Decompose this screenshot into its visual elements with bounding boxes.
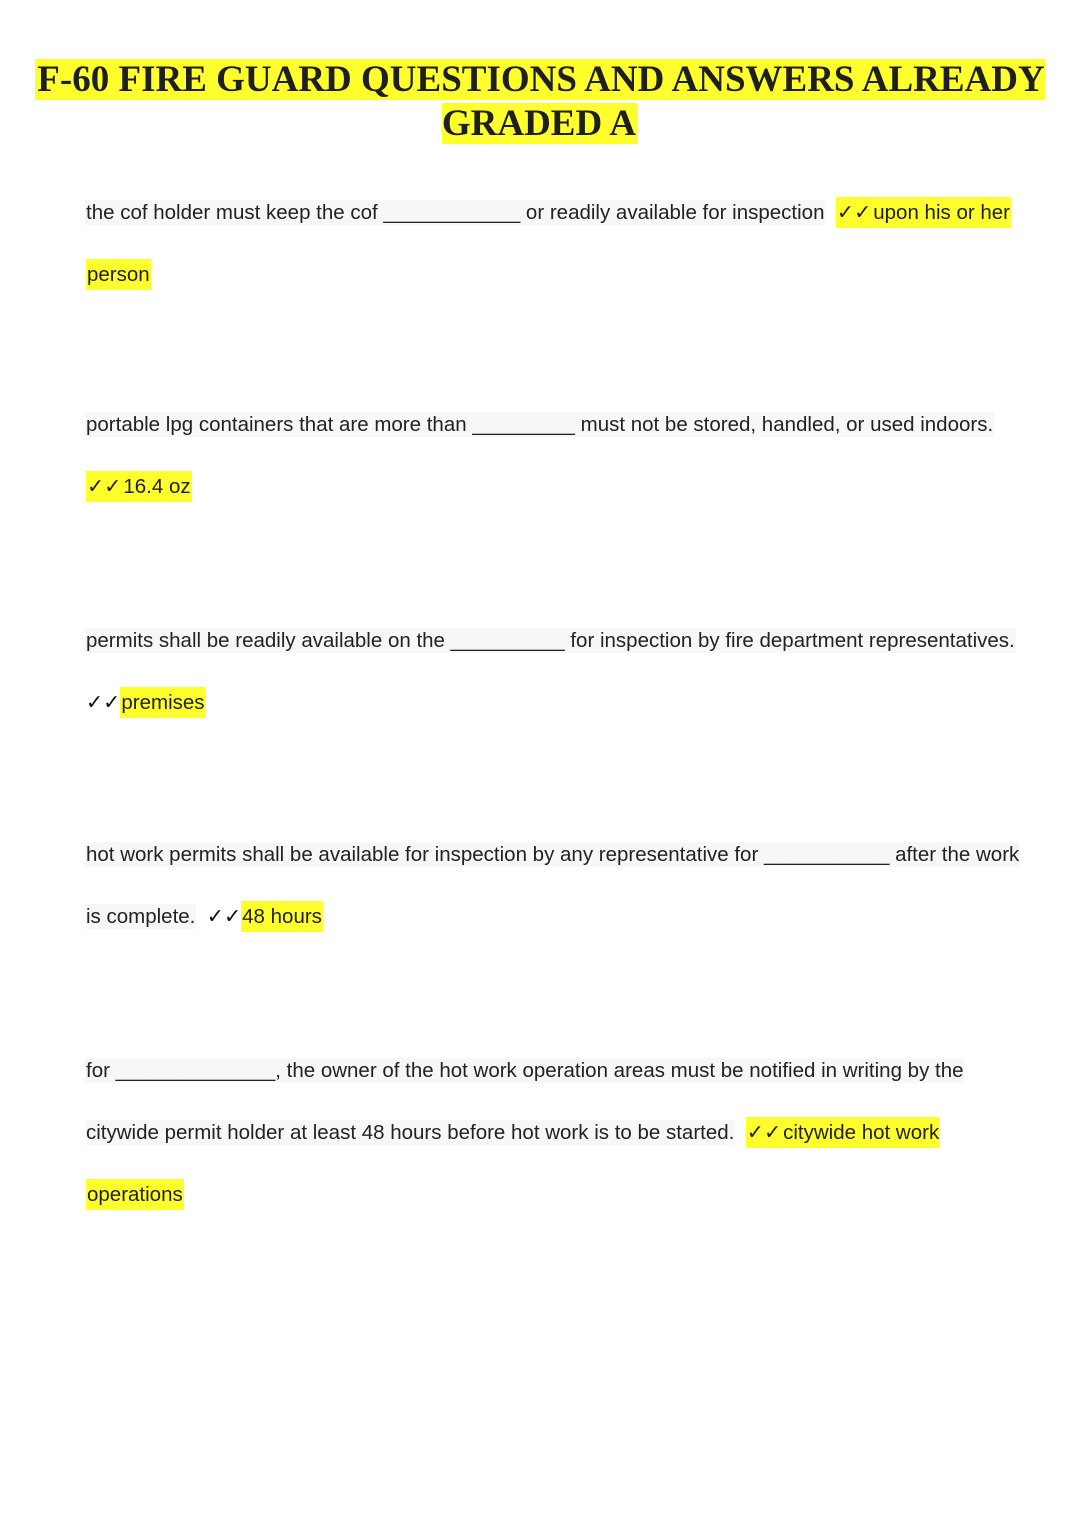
answer-text: 16.4 oz	[122, 471, 191, 502]
answer-text: 48 hours	[241, 901, 323, 932]
answer-text: citywide hot work operations	[86, 1117, 940, 1210]
question-text: portable lpg containers that are more than _________ must not be stored, handled, or used indoors.	[86, 413, 994, 436]
document-title	[0, 58, 1080, 146]
answer-text: upon his or her person	[86, 197, 1011, 290]
check-mark-icon: ✓✓	[746, 1117, 782, 1148]
qa-item-1	[86, 182, 1021, 306]
qa-item-4	[86, 824, 1021, 948]
question-text: permits shall be readily available on the __________ for inspection by fire department representatives.	[86, 629, 1015, 652]
check-mark-icon: ✓✓	[86, 691, 121, 714]
answer-text: premises	[120, 687, 205, 718]
check-mark-icon: ✓✓	[86, 471, 122, 502]
question-text: the cof holder must keep the cof ____________ or readily available for inspection	[86, 201, 825, 224]
check-mark-icon: ✓✓	[206, 905, 242, 928]
title-text: F-60 FIRE GUARD QUESTIONS AND ANSWERS ALREADY GRADED A	[37, 59, 1045, 144]
question-text: hot work permits shall be available for inspection by any representative for ___________ after the work is complete.	[86, 843, 1020, 928]
question-text: for ______________, the owner of the hot work operation areas must be notified in writing by the citywide permit holder at least 48 hours before hot work is to be started.	[86, 1059, 964, 1144]
check-mark-icon: ✓✓	[836, 197, 872, 228]
qa-item-3	[86, 610, 1021, 734]
qa-item-5	[86, 1040, 1021, 1226]
qa-item-2	[86, 394, 1021, 518]
